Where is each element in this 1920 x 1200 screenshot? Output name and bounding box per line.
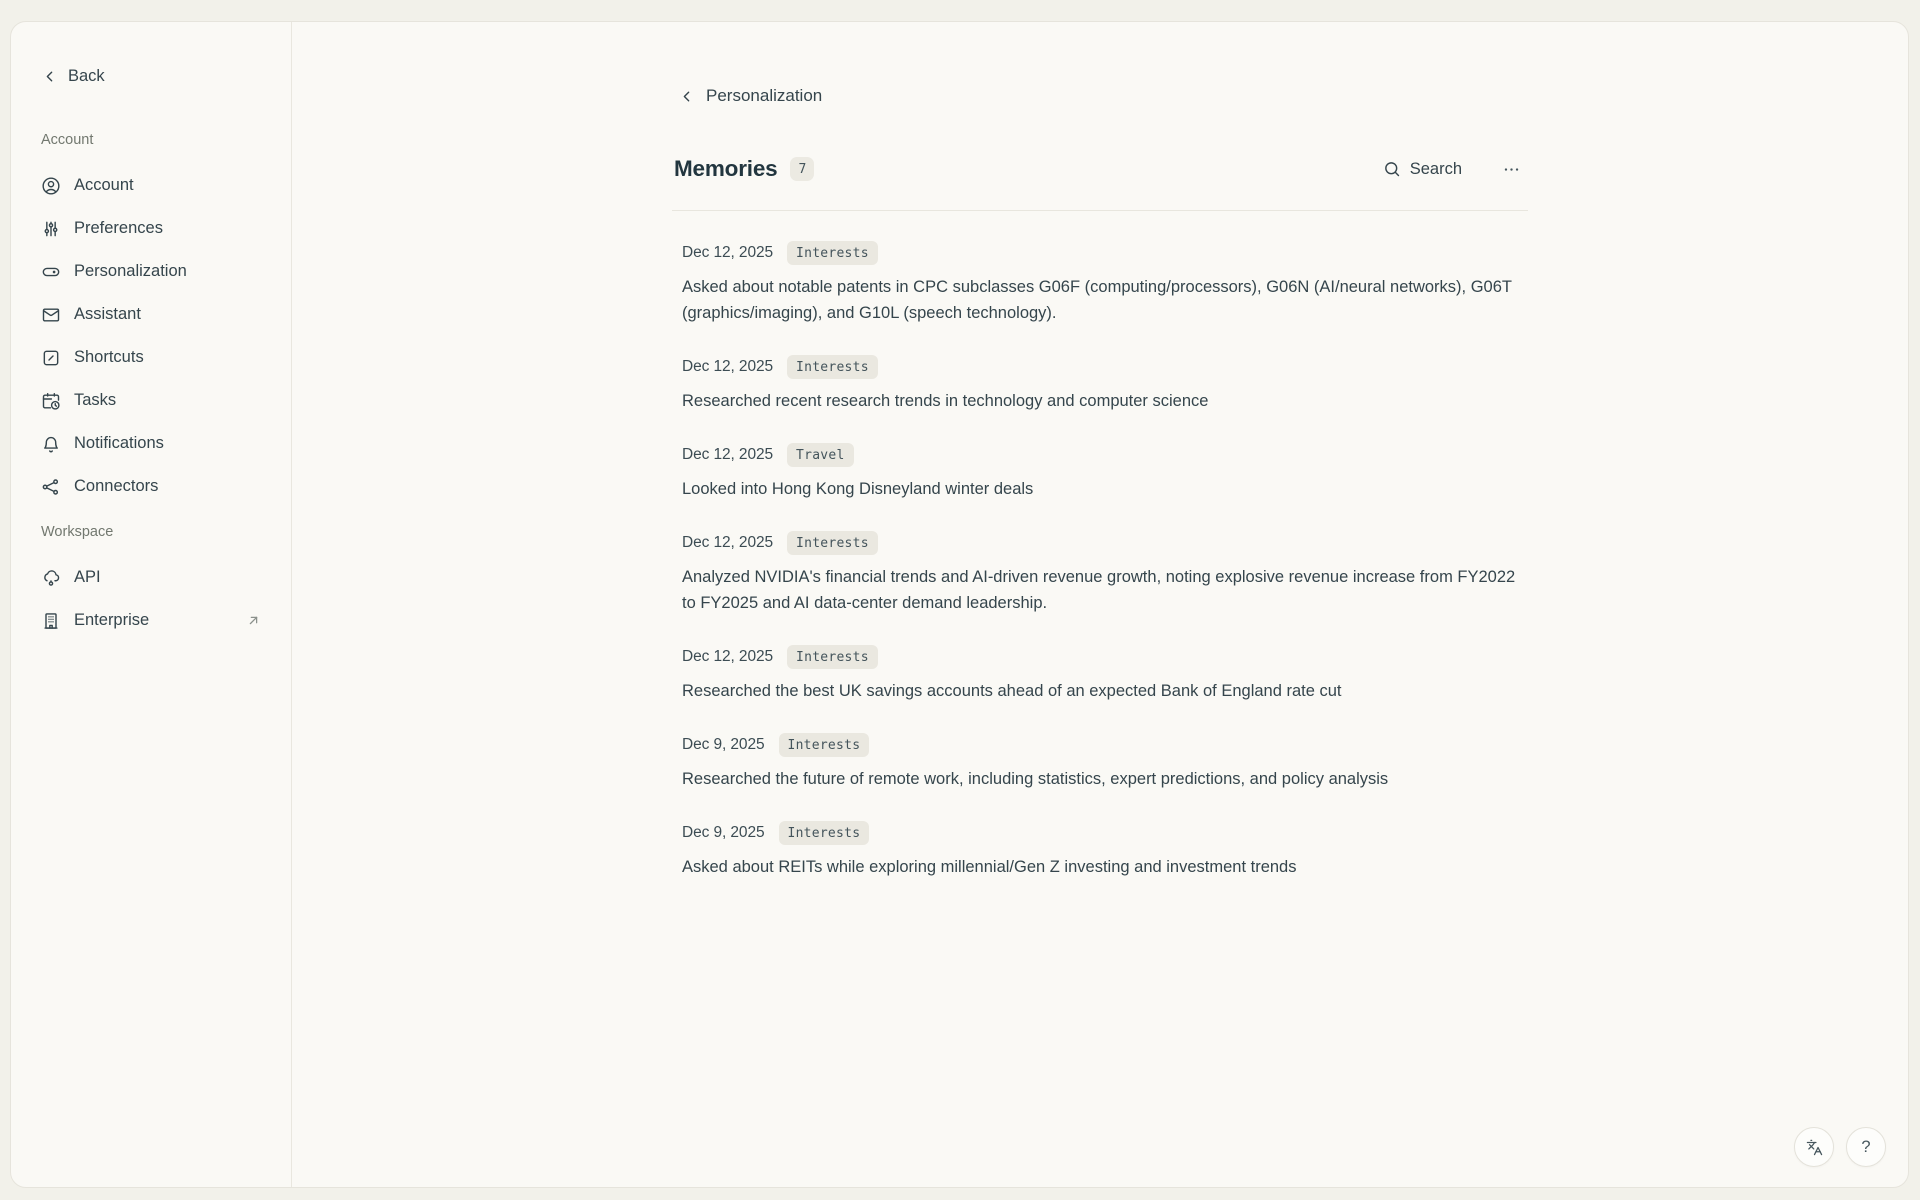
sidebar-item-preferences[interactable] bbox=[39, 207, 269, 250]
ellipsis-icon bbox=[1502, 160, 1521, 179]
sidebar-item-assistant[interactable] bbox=[39, 293, 269, 336]
share-nodes-icon bbox=[41, 477, 61, 497]
more-options-button[interactable] bbox=[1494, 155, 1528, 183]
memory-category-tag: Interests bbox=[779, 733, 870, 757]
memory-date: Dec 9, 2025 bbox=[682, 824, 765, 841]
memory-date: Dec 12, 2025 bbox=[682, 244, 774, 261]
sidebar-item-api[interactable] bbox=[39, 556, 269, 599]
sidebar-item-label: Personalization bbox=[74, 262, 187, 280]
sidebar-item-connectors[interactable] bbox=[39, 465, 269, 508]
sidebar-item-label: Assistant bbox=[74, 305, 141, 323]
memory-text: Researched recent research trends in technology and computer science bbox=[682, 392, 1209, 410]
memory-text: Asked about REITs while exploring millennial/Gen Z investing and investment trends bbox=[682, 858, 1297, 876]
memory-category-tag: Interests bbox=[787, 645, 878, 669]
memory-category-tag: Travel bbox=[787, 443, 854, 467]
back-button[interactable] bbox=[39, 64, 269, 88]
memory-date: Dec 9, 2025 bbox=[682, 736, 765, 753]
sidebar-item-shortcuts[interactable] bbox=[39, 336, 269, 379]
memory-category-tag: Interests bbox=[779, 821, 870, 845]
sliders-icon bbox=[41, 219, 61, 239]
settings-sidebar bbox=[11, 22, 292, 1187]
translate-icon bbox=[1806, 1139, 1823, 1156]
memory-category-tag: Interests bbox=[787, 241, 878, 265]
memory-category-tag: Interests bbox=[787, 531, 878, 555]
toggle-icon bbox=[41, 262, 61, 282]
settings-window bbox=[10, 21, 1909, 1188]
chevron-left-icon bbox=[678, 88, 695, 105]
search-button[interactable] bbox=[1375, 154, 1470, 185]
sidebar-section-label: Account bbox=[41, 132, 94, 148]
memory-category-tag: Interests bbox=[787, 355, 878, 379]
memories-list bbox=[672, 211, 1528, 880]
memories-header bbox=[672, 152, 1528, 186]
memory-meta bbox=[682, 241, 1528, 265]
memory-text: Asked about notable patents in CPC subclasses G06F (computing/processors), G06N (AI/neural networks), G06T (graphics/imaging), and G10L (speech technology). bbox=[682, 278, 1512, 322]
building-icon bbox=[41, 611, 61, 631]
memory-meta bbox=[682, 645, 1528, 669]
memory-entry bbox=[682, 355, 1528, 414]
memory-text: Looked into Hong Kong Disneyland winter deals bbox=[682, 480, 1034, 498]
question-mark-icon: ? bbox=[1861, 1137, 1871, 1156]
memory-date: Dec 12, 2025 bbox=[682, 446, 774, 463]
user-circle-icon bbox=[41, 176, 61, 196]
sidebar-item-label: Shortcuts bbox=[74, 348, 144, 366]
sidebar-nav bbox=[39, 130, 269, 642]
sidebar-item-notifications[interactable] bbox=[39, 422, 269, 465]
search-button-label: Search bbox=[1409, 159, 1462, 178]
memory-date: Dec 12, 2025 bbox=[682, 358, 774, 375]
sidebar-item-label: API bbox=[74, 568, 101, 586]
back-label: Back bbox=[68, 66, 105, 85]
personalization-back-link[interactable] bbox=[672, 84, 1528, 108]
sidebar-item-tasks[interactable] bbox=[39, 379, 269, 422]
sidebar-item-label: Account bbox=[74, 176, 134, 194]
sidebar-item-label: Notifications bbox=[74, 434, 164, 452]
memory-entry bbox=[682, 645, 1528, 704]
memory-meta bbox=[682, 355, 1528, 379]
memory-entry bbox=[682, 733, 1528, 792]
cloud-node-icon bbox=[41, 568, 61, 588]
sidebar-item-label: Enterprise bbox=[74, 611, 150, 629]
search-icon bbox=[1383, 160, 1401, 178]
memory-text: Researched the future of remote work, including statistics, expert predictions, and policy analysis bbox=[682, 770, 1389, 788]
help-button[interactable] bbox=[1846, 1127, 1886, 1167]
memories-count-badge: 7 bbox=[790, 157, 814, 181]
chevron-left-icon bbox=[41, 68, 58, 85]
memory-meta bbox=[682, 443, 1528, 467]
sidebar-item-enterprise[interactable] bbox=[39, 599, 269, 642]
memory-entry bbox=[682, 821, 1528, 880]
memory-date: Dec 12, 2025 bbox=[682, 648, 774, 665]
page-back-label: Personalization bbox=[706, 86, 823, 105]
main-panel bbox=[292, 22, 1908, 1187]
memory-entry bbox=[682, 531, 1528, 616]
translate-button[interactable] bbox=[1794, 1127, 1834, 1167]
mail-icon bbox=[41, 305, 61, 325]
memory-date: Dec 12, 2025 bbox=[682, 534, 774, 551]
calendar-clock-icon bbox=[41, 391, 61, 411]
memory-text: Analyzed NVIDIA's financial trends and AI-driven revenue growth, noting explosive revenue increase from FY2022 to FY2025 and AI data-center demand leadership. bbox=[682, 568, 1516, 612]
sidebar-section-label: Workspace bbox=[41, 524, 114, 540]
memory-meta bbox=[682, 733, 1528, 757]
sidebar-item-label: Tasks bbox=[74, 391, 117, 409]
floating-buttons bbox=[1794, 1127, 1886, 1167]
memory-meta bbox=[682, 531, 1528, 555]
memory-meta bbox=[682, 821, 1528, 845]
memory-entry bbox=[682, 241, 1528, 326]
bell-icon bbox=[41, 434, 61, 454]
memory-entry bbox=[682, 443, 1528, 502]
page-title: Memories bbox=[674, 156, 778, 181]
sidebar-item-label: Preferences bbox=[74, 219, 163, 237]
sidebar-item-account[interactable] bbox=[39, 164, 269, 207]
sidebar-item-personalization[interactable] bbox=[39, 250, 269, 293]
external-arrow-icon bbox=[246, 613, 261, 628]
sidebar-item-label: Connectors bbox=[74, 477, 159, 495]
memory-text: Researched the best UK savings accounts ahead of an expected Bank of England rate cut bbox=[682, 682, 1342, 700]
shortcut-square-icon bbox=[41, 348, 61, 368]
